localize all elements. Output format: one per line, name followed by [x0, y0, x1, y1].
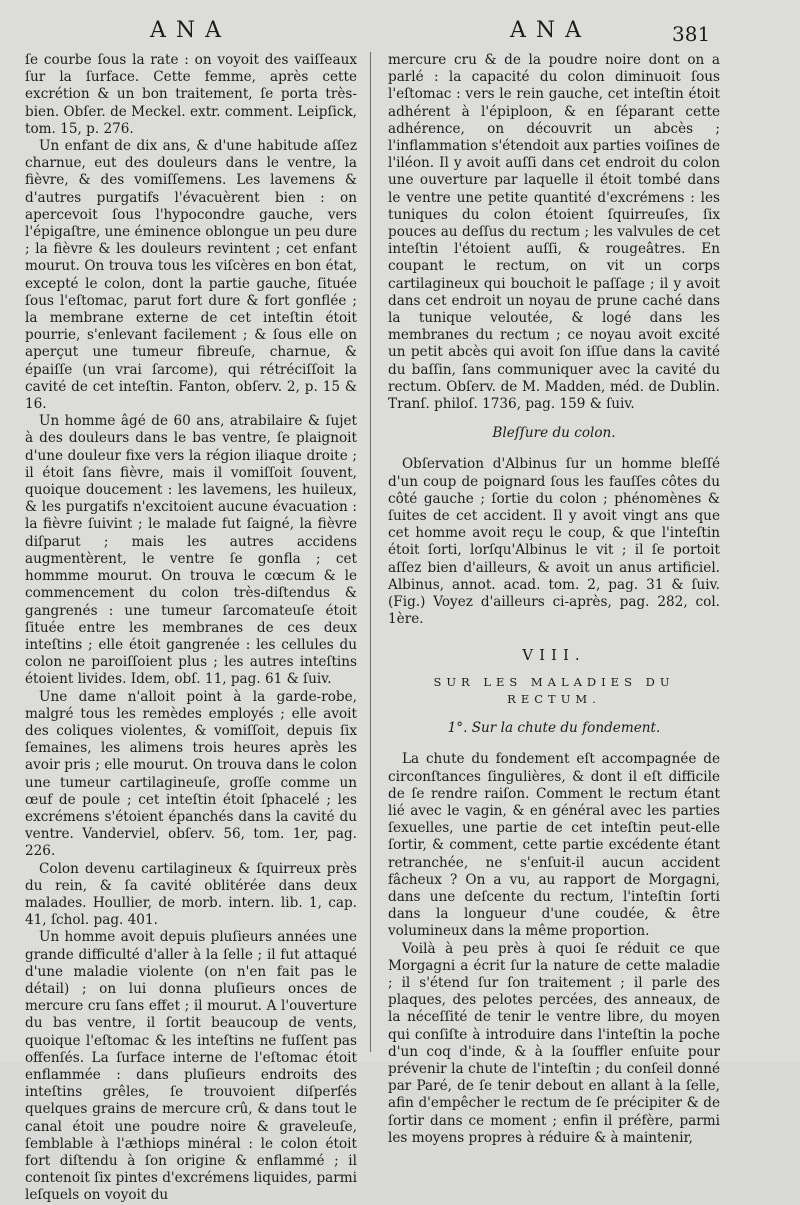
paragraph: Voilà à peu près à quoi ſe réduit ce que Morgagni a écrit ſur la nature de cette maladie ; il s'étend ſur ſon traitement ; il parle des plaques, des pelotes percées, des anneaux, de la néceſſité de tenir le ventre libre, du moyen qui conſiſte à introduire dans l'inteſtin la poche d'un coq d'inde, & à la ſouffler enſuite pour prévenir la chute de l'inteſtin ; du conſeil donné par Paré, de ſe tenir debout en allant à la ſelle, afin d'empêcher le rectum de ſe précipiter & de ſortir dans ce moment ; enfin il préfère, parmi les moyens propres à réduire & à maintenir, [388, 940, 720, 1146]
subheading: Bleſſure du colon. [492, 425, 616, 442]
right-column [388, 52, 720, 1147]
paragraph: La chute du fondement eſt accompagnée de circonſtances ſingulières, & dont il eſt difficile de ſe rendre raiſon. Comment le rectum étant lié avec le vagin, & en général avec les parties ſexuelles, une partie de cet inteſtin peut-elle ſortir, & comment, cette partie excédente étant retranchée, ne s'enſuit-il aucun accident fâcheux ? On a vu, au rapport de Morgagni, dans une deſcente du rectum, l'inteſtin ſorti dans la longueur d'une coudée, & être volumineux dans la même proportion. [388, 751, 720, 940]
running-head-left: ANA [150, 18, 232, 43]
section-title: SUR LES MALADIES DU RECTUM. [433, 674, 675, 706]
left-column [25, 52, 357, 1205]
paragraph: Un enfant de dix ans, & d'une habitude aſſez charnue, eut des douleurs dans le ventre, la fièvre, & des vomiſſemens. Les lavemens & d'autres purgatifs l'évacuèrent bien : on apercevoit ſous l'hypocondre gauche, vers l'épigaſtre, une éminence oblongue un peu dure ; la fièvre & les douleurs revintent ; cet enfant mourut. On trouva tous les viſcères en bon état, excepté le colon, dont la partie gauche, ſituée ſous l'eſtomac, parut fort dure & fort gonflée ; la membrane externe de cet inteſtin étoit pourrie, s'enlevant facilement ; & ſous elle on aperçut une tumeur fibreuſe, charnue, & épaiſſe (un vrai ſarcome), qui rétréciſſoit la cavité de cet inteſtin. Fanton, obſerv. 2, p. 15 & 16. [25, 138, 358, 413]
paragraph: Colon devenu cartilagineux & ſquirreux près du rein, & ſa cavité oblitérée dans deux malades. Houllier, de morb. intern. lib. 1, cap. 41, ſchol. pag. 401. [25, 860, 357, 929]
section-number: VIII. [522, 645, 586, 664]
paragraph: Obſervation d'Albinus ſur un homme bleſſé d'un coup de poignard ſous les fauſſes côtes du côté gauche ; ſortie du colon ; phénomènes & ſuites de cet accident. Il y avoit vingt ans que cet homme avoit reçu le coup, & que l'inteſtin étoit ſorti, lorſqu'Albinus le vit ; il ſe portoit aſſez bien d'ailleurs, & avoit un anus artificiel. Albinus, annot. acad. tom. 2, pag. 31 & ſuiv. (Fig.) Voyez d'ailleurs ci-après, pag. 282, col. 1ère. [388, 456, 720, 628]
subsection-title: 1°. Sur la chute du fondement. [447, 720, 661, 737]
paragraph: mercure cru & de la poudre noire dont on a parlé : la capacité du colon diminuoit ſous l'eſtomac : vers le rein gauche, cet inteſtin étoit adhérent à l'épiploon, & en ſéparant cette adhérence, on découvrit un abcès ; l'inflammation s'étendoit aux parties voiſines de l'iléon. Il y avoit auſſi dans cet endroit du colon une ouverture par laquelle il étoit tombé dans le ventre une petite quantité d'excrémens : les tuniques du colon étoient ſquirreuſes, ſix pouces au deſſus du rectum ; les valvules de cet inteſtin l'étoient auſſi, & rougeâtres. En coupant le rectum, on vit un corps cartilagineux qui bouchoit le paſſage ; il y avoit dans cet endroit un noyau de prune caché dans la tunique veloutée, & logé dans les membranes du rectum ; ce noyau avoit excité un petit abcès qui avoit ſon iſſue dans la cavité du baſſin, ſans communiquer avec la cavité du rectum. Obſerv. de M. Madden, méd. de Dublin. Tranſ. philoſ. 1736, pag. 159 & ſuiv. [388, 52, 720, 413]
paragraph: ſe courbe ſous la rate : on voyoit des vaiſſeaux ſur la ſurface. Cette femme, après cette excrétion & un bon traitement, ſe porta très-bien. Obſer. de Meckel. extr. comment. Leipſick, tom. 15, p. 276. [25, 52, 357, 137]
page-number: 381 [672, 22, 711, 46]
column-rule [370, 52, 371, 1052]
paragraph: Un homme âgé de 60 ans, atrabilaire & ſujet à des douleurs dans le bas ventre, ſe plaignoit d'une douleur fixe vers la région iliaque droite ; il étoit ſans fièvre, mais il vomiſſoit ſouvent, quoique doucement : les lavemens, les huileux, & les purgatifs n'excitoient aucune évacuation : la fièvre ſuivint ; le malade fut ſaigné, la fièvre diſparut ; mais les autres accidens augmentèrent, le ventre ſe gonfla ; cet hommme mourut. On trouva le cœcum & le commencement du colon très-diſtendus & gangrenés : une tumeur ſarcomateuſe étoit ſituée entre les membranes de ces deux inteſtins ; elle étoit gangrenée : les cellules du colon ne paroiſſoient plus ; les autres inteſtins étoient livides. Idem, obſ. 11, pag. 61 & ſuiv. [25, 413, 357, 688]
paragraph: Un homme avoit depuis pluſieurs années une grande difficulté d'aller à la ſelle ; il fut attaqué d'une maladie violente (on n'en fait pas le détail) ; on lui donna pluſieurs onces de mercure cru ſans effet ; il mourut. A l'ouverture du bas ventre, il ſortit beaucoup de vents, quoique l'eſtomac & les inteſtins ne fuſſent pas offenſés. La ſurface interne de l'eſtomac étoit enflammée : dans pluſieurs endroits des inteſtins grêles, ſe trouvoient diſperſés quelques grains de mercure crû, & dans tout le canal étoit une poudre noire & graveleuſe, ſemblable à l'æthiops minéral : le colon étoit fort diſtendu à ſon origine & enflammé ; il contenoit ſix pintes d'excrémens liquides, parmi leſquels on voyoit du [25, 929, 357, 1204]
paragraph: Une dame n'alloit point à la garde-robe, malgré tous les remèdes employés ; elle avoit des coliques violentes, & vomiſſoit, depuis ſix ſemaines, les alimens trois heures après les avoir pris ; elle mourut. On trouva dans le colon une tumeur cartilagineuſe, groſſe comme un œuf de poule ; cet inteſtin étoit ſphacelé ; les excrémens s'étoient épanchés dans la cavité du ventre. Vanderviel, obſerv. 56, tom. 1er, pag. 226. [25, 688, 357, 860]
running-head-right: ANA [510, 18, 592, 43]
